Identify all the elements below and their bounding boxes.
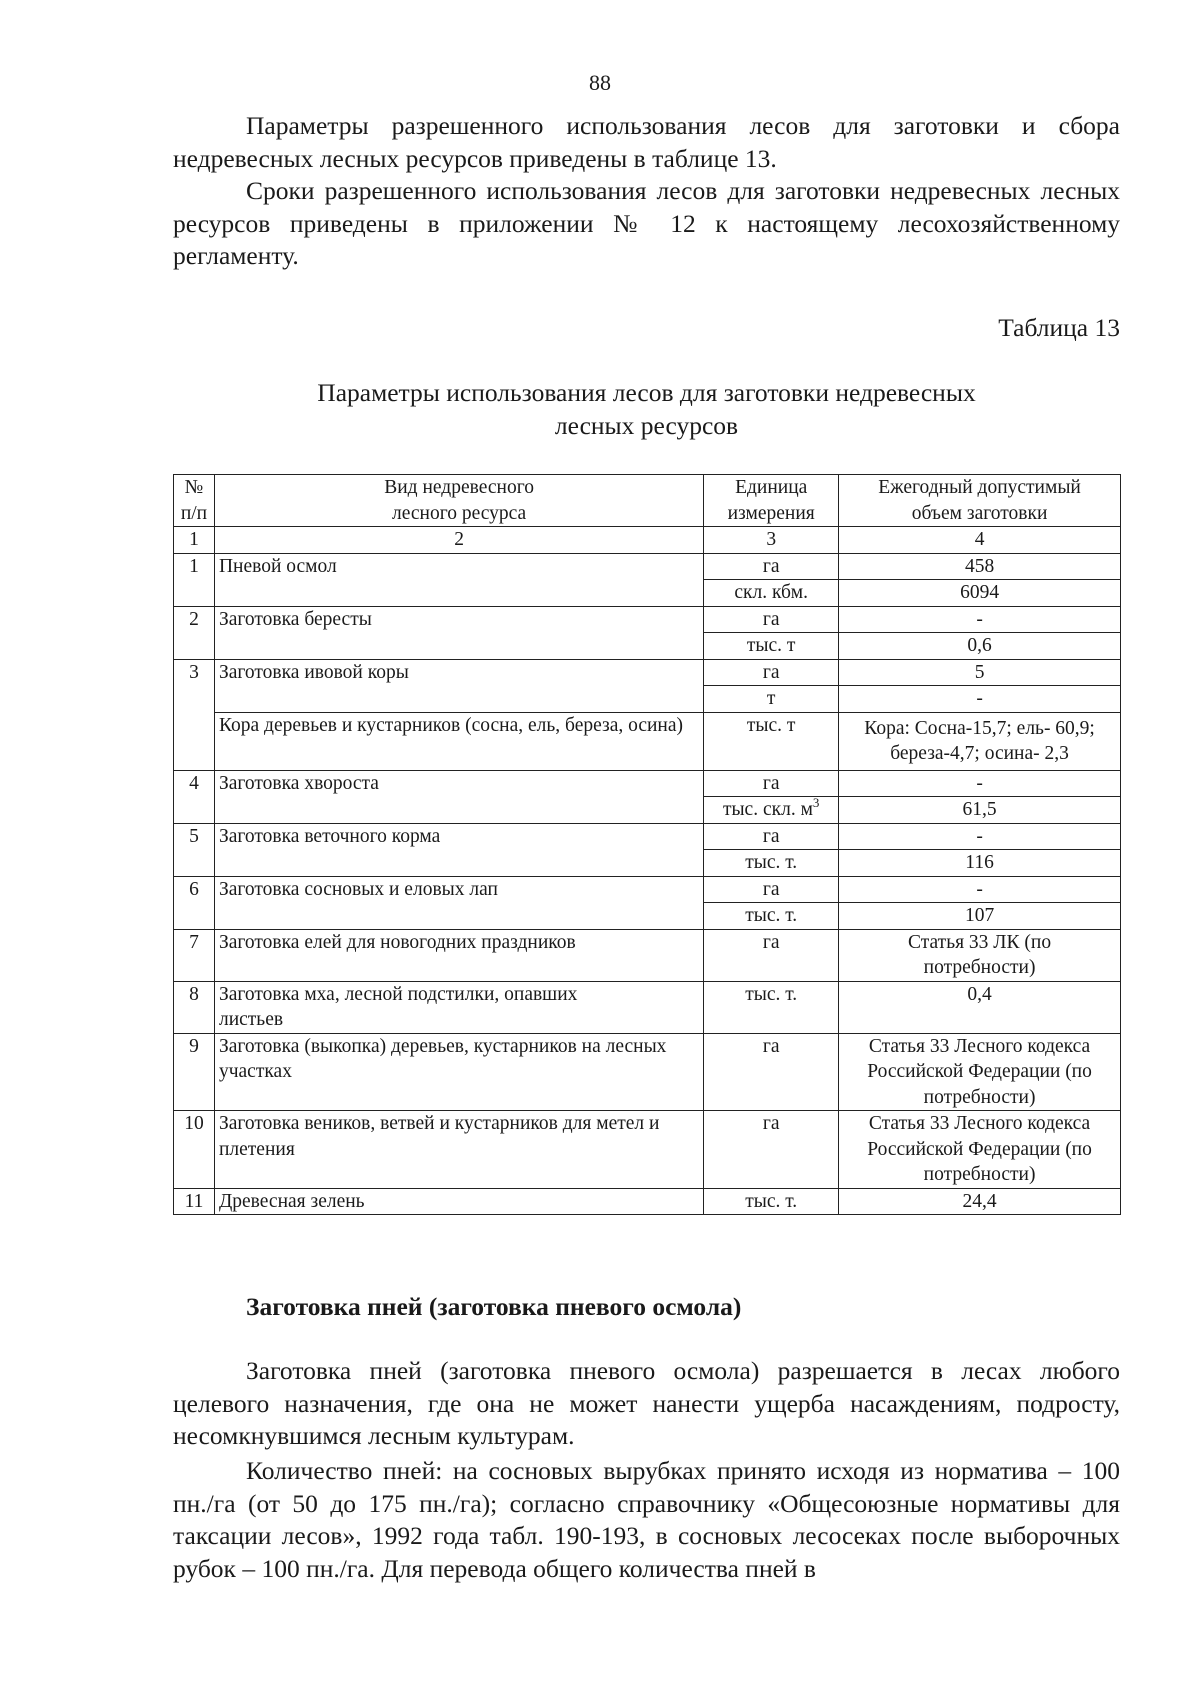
- row-volume: 116: [839, 850, 1121, 877]
- intro-paragraph-1: Параметры разрешенного использования лесов для заготовки и сбора недревесных лесных ресурсов приведены в таблице 13.: [173, 111, 1120, 173]
- row-unit: тыс. т.: [704, 850, 839, 877]
- row-name: Заготовка веников, ветвей и кустарников для метел и плетения: [214, 1111, 703, 1189]
- row-volume: 458: [839, 553, 1121, 580]
- intro-paragraph-2: Сроки разрешенного использования лесов для заготовки недревесных лесных ресурсов приведены в приложении № 12 к настоящему лесохозяйственному регламенту.: [173, 176, 1120, 270]
- row-num: 10: [174, 1111, 215, 1189]
- table-row: [174, 929, 1121, 981]
- row-name: Заготовка хвороста: [214, 770, 703, 823]
- column-number: 2: [214, 527, 703, 554]
- row-name: Заготовка (выкопка) деревьев, кустарников на лесных участках: [214, 1033, 703, 1111]
- row-volume: 107: [839, 903, 1121, 930]
- row-num: 3: [174, 659, 215, 770]
- row-unit: га: [704, 1111, 839, 1189]
- row-unit: тыс. скл. $м^3$: [704, 797, 839, 824]
- row-num: 6: [174, 876, 215, 929]
- row-volume: 0,4: [839, 981, 1121, 1033]
- table-row: [174, 876, 1121, 903]
- row-num: 1: [174, 553, 215, 606]
- row-unit: га: [704, 553, 839, 580]
- table-row: [174, 659, 1121, 686]
- header-volume: Ежегодный допустимый объем заготовки: [839, 475, 1121, 527]
- column-number: 3: [704, 527, 839, 554]
- row-num: 4: [174, 770, 215, 823]
- row-name: Древесная зелень: [214, 1188, 703, 1215]
- row-volume: 0,6: [839, 633, 1121, 660]
- row-name: Заготовка бересты: [214, 606, 703, 659]
- table-row: [174, 823, 1121, 850]
- row-volume: -: [839, 606, 1121, 633]
- row-unit: га: [704, 823, 839, 850]
- row-num: 2: [174, 606, 215, 659]
- column-number-row: [174, 527, 1121, 554]
- row-volume: -: [839, 823, 1121, 850]
- row-name: Заготовка веточного корма: [214, 823, 703, 876]
- row-unit: тыс. т.: [704, 903, 839, 930]
- row-volume: Статья 33 ЛК (по потребности): [839, 929, 1121, 981]
- row-num: 9: [174, 1033, 215, 1111]
- row-num: 5: [174, 823, 215, 876]
- row-unit: т: [704, 686, 839, 713]
- table-row: [174, 553, 1121, 580]
- body-paragraph-2: Количество пней: на сосновых вырубках принято исходя из норматива – 100 пн./га (от 50 до 175 пн./га); согласно справочнику «Общесоюзные нормативы для таксации лесов», 1992 года табл. 190-193, в сосновых лесосеках после выборочных рубок – 100 пн./га. Для перевода общего количества пней в: [173, 1456, 1120, 1583]
- body-paragraph-1: Заготовка пней (заготовка пневого осмола) разрешается в лесах любого целевого назначения, где она не может нанести ущерба насаждениям, подросту, несомкнувшимся лесным культурам.: [173, 1356, 1120, 1450]
- row-name: Заготовка ивовой коры: [214, 659, 703, 712]
- row-volume: Статья 33 Лесного кодекса Российской Федерации (по потребности): [839, 1111, 1121, 1189]
- row-unit: га: [704, 876, 839, 903]
- row-unit: га: [704, 929, 839, 981]
- row-unit: тыс. т: [704, 633, 839, 660]
- row-name: Заготовка елей для новогодних праздников: [214, 929, 703, 981]
- table-title-line-1: Параметры использования лесов для заготовки недревесных: [317, 378, 976, 407]
- row-volume: 24,4: [839, 1188, 1121, 1215]
- row-volume: Кора: Сосна-15,7; ель- 60,9; береза-4,7; осина- 2,3: [839, 712, 1121, 770]
- row-volume: Статья 33 Лесного кодекса Российской Федерации (по потребности): [839, 1033, 1121, 1111]
- row-volume: 5: [839, 659, 1121, 686]
- table-row: [174, 1111, 1121, 1189]
- row-unit: га: [704, 770, 839, 797]
- row-unit: тыс. т: [704, 712, 839, 770]
- row-name: Пневой осмол: [214, 553, 703, 606]
- row-unit: га: [704, 659, 839, 686]
- row-name: Заготовка мха, лесной подстилки, опавших листьев: [214, 981, 703, 1033]
- table-title: [173, 376, 1120, 442]
- row-num: 8: [174, 981, 215, 1033]
- row-volume: -: [839, 770, 1121, 797]
- page-number: 88: [589, 70, 611, 95]
- row-volume: -: [839, 686, 1121, 713]
- row-unit: тыс. т.: [704, 1188, 839, 1215]
- row-num: 11: [174, 1188, 215, 1215]
- section-heading: Заготовка пней (заготовка пневого осмола): [246, 1292, 742, 1321]
- header-name: Вид недревесного лесного ресурса: [214, 475, 703, 527]
- row-num: 7: [174, 929, 215, 981]
- table-row: [174, 770, 1121, 797]
- unit-superscript: 3: [812, 795, 820, 810]
- header-num: № п/п: [174, 475, 215, 527]
- table-title-line-2: лесных ресурсов: [554, 411, 739, 440]
- table-header-row: [174, 475, 1121, 527]
- row-unit: тыс. т.: [704, 981, 839, 1033]
- header-unit: Единица измерения: [704, 475, 839, 527]
- column-number: 1: [174, 527, 215, 554]
- resources-table: [173, 474, 1121, 1215]
- row-name: Заготовка сосновых и еловых лап: [214, 876, 703, 929]
- row-name: Кора деревьев и кустарников (сосна, ель, береза, осина): [214, 712, 703, 770]
- column-number: 4: [839, 527, 1121, 554]
- table-row: [174, 981, 1121, 1033]
- table-row: [174, 712, 1121, 770]
- table-number: Таблица 13: [998, 313, 1120, 342]
- table-row: [174, 1188, 1121, 1215]
- table-row: [174, 606, 1121, 633]
- row-volume: 6094: [839, 580, 1121, 607]
- row-volume: 61,5: [839, 797, 1121, 824]
- row-unit: га: [704, 1033, 839, 1111]
- table-row: [174, 1033, 1121, 1111]
- row-volume: -: [839, 876, 1121, 903]
- row-unit: га: [704, 606, 839, 633]
- row-unit: скл. кбм.: [704, 580, 839, 607]
